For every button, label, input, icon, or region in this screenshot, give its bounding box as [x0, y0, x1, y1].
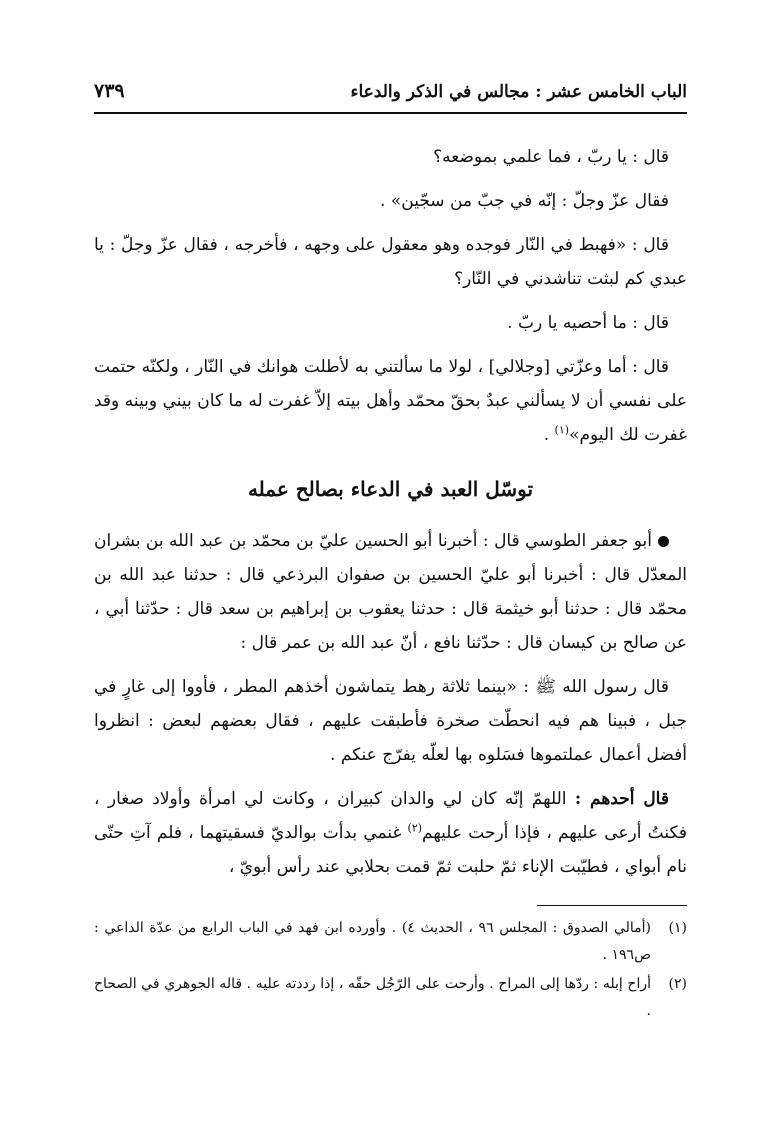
paragraph-5-text: قال : أما وعزّتي [وجلالي] ، لولا ما سألتني به لأطلت هوانك في النّار ، ولكنّه حتمت على نفسي أن لا يسألني عبدٌ بحقّ محمّد وأهل بيته إلاّ غفرت له ما كان بيني وبينه وقد غفرت لك اليوم»: [94, 357, 687, 445]
footnote-ref-2: (٢): [407, 821, 423, 835]
paragraph-3: قال : «فهبط في النّار فوجده وهو معقول على وجهه ، فأخرجه ، فقال عزّ وجلّ : يا عبدي كم لبثت تناشدني في النّار؟: [94, 235, 687, 289]
footnote-2: [94, 971, 687, 1025]
footnote-number: (١): [668, 920, 687, 936]
running-header: [94, 70, 687, 110]
section-heading: توسّل العبد في الدعاء بصالح عمله: [247, 477, 534, 501]
footnote-text: (أمالي الصدوق : المجلس ٩٦ ، الحديث ٤) . وأورده ابن فهد في الباب الرابع من عدّة الداعي : ص١٩٦ .: [94, 920, 651, 963]
paragraph-5: [94, 350, 687, 452]
hadith-paragraph: قال رسول الله ﷺ : «بينما ثلاثة رهط يتماشون أخذهم المطر ، فأووا إلى غارٍ في جبل ، فبينا هم فيه انحطّت صخرة فأطبقت عليهم ، فقال بعضهم لبعض : انظروا أفضل أعمال عملتموها فسَلوه بها لعلّه يفرّج عنكم .: [94, 677, 687, 765]
page-number: ٧٣٩: [94, 80, 125, 102]
paragraph-2: فقال عزّ وجلّ : إنّه في جبّ من سجّين» .: [380, 191, 669, 211]
paragraph-5-end: .: [543, 425, 555, 445]
paragraph-4: قال : ما أحصيه يا ربّ .: [507, 313, 669, 333]
header-rule: [94, 112, 687, 114]
footnote-text: أراح إبله : ردّها إلى المراح . وأرحت على الرّجُل حقّه ، إذا رددته عليه . قاله الجوهري في الصحاح .: [94, 976, 651, 1019]
first-man-text-1: اللهمّ إنّه كان لي والدان كبيران ، وكانت لي امرأة وأولاد صغار ، فكنتُ أرعى عليهم ، فإذا أرحت عليهم: [94, 789, 687, 843]
isnad-text: أبو جعفر الطوسي قال : أخبرنا أبو الحسين عليّ بن محمّد بن عبد الله بن بشران المعدّل قال : أخبرنا أبو عليّ الحسين بن صفوان البرذعي قال : حدثنا عبد الله بن محمّد قال : حدثنا أبو خيثمة قال : حدثنا يعقوب بن إبراهيم بن سعد قال : حدّثنا أبي ، عن صالح بن كيسان قال : حدّثنا نافع ، أنّ عبد الله بن عمر قال :: [94, 531, 687, 653]
first-man-paragraph: [94, 782, 687, 884]
isnad-paragraph: [94, 524, 687, 660]
footnote-rule: [537, 905, 687, 906]
first-man-text-2: غنمي بدأت بوالديّ فسقيتهما ، فلم آتِ حتّى نام أبواي ، فطيّبت الإناء ثمّ حلبت ثمّ قمت بحلابي عند رأس أبويّ ،: [94, 823, 687, 877]
main-text: [94, 140, 687, 894]
footnote-1: [94, 915, 687, 969]
bullet-icon: [658, 536, 669, 547]
first-man-lead: قال أحدهم :: [574, 789, 669, 809]
paragraph-1: قال : يا ربّ ، فما علمي بموضعه؟: [433, 147, 669, 167]
footnote-number: (٢): [668, 976, 687, 992]
chapter-title: الباب الخامس عشر : مجالس في الذكر والدعاء: [350, 82, 687, 102]
footnotes: [94, 915, 687, 1027]
footnote-ref-1: (١): [554, 423, 570, 437]
